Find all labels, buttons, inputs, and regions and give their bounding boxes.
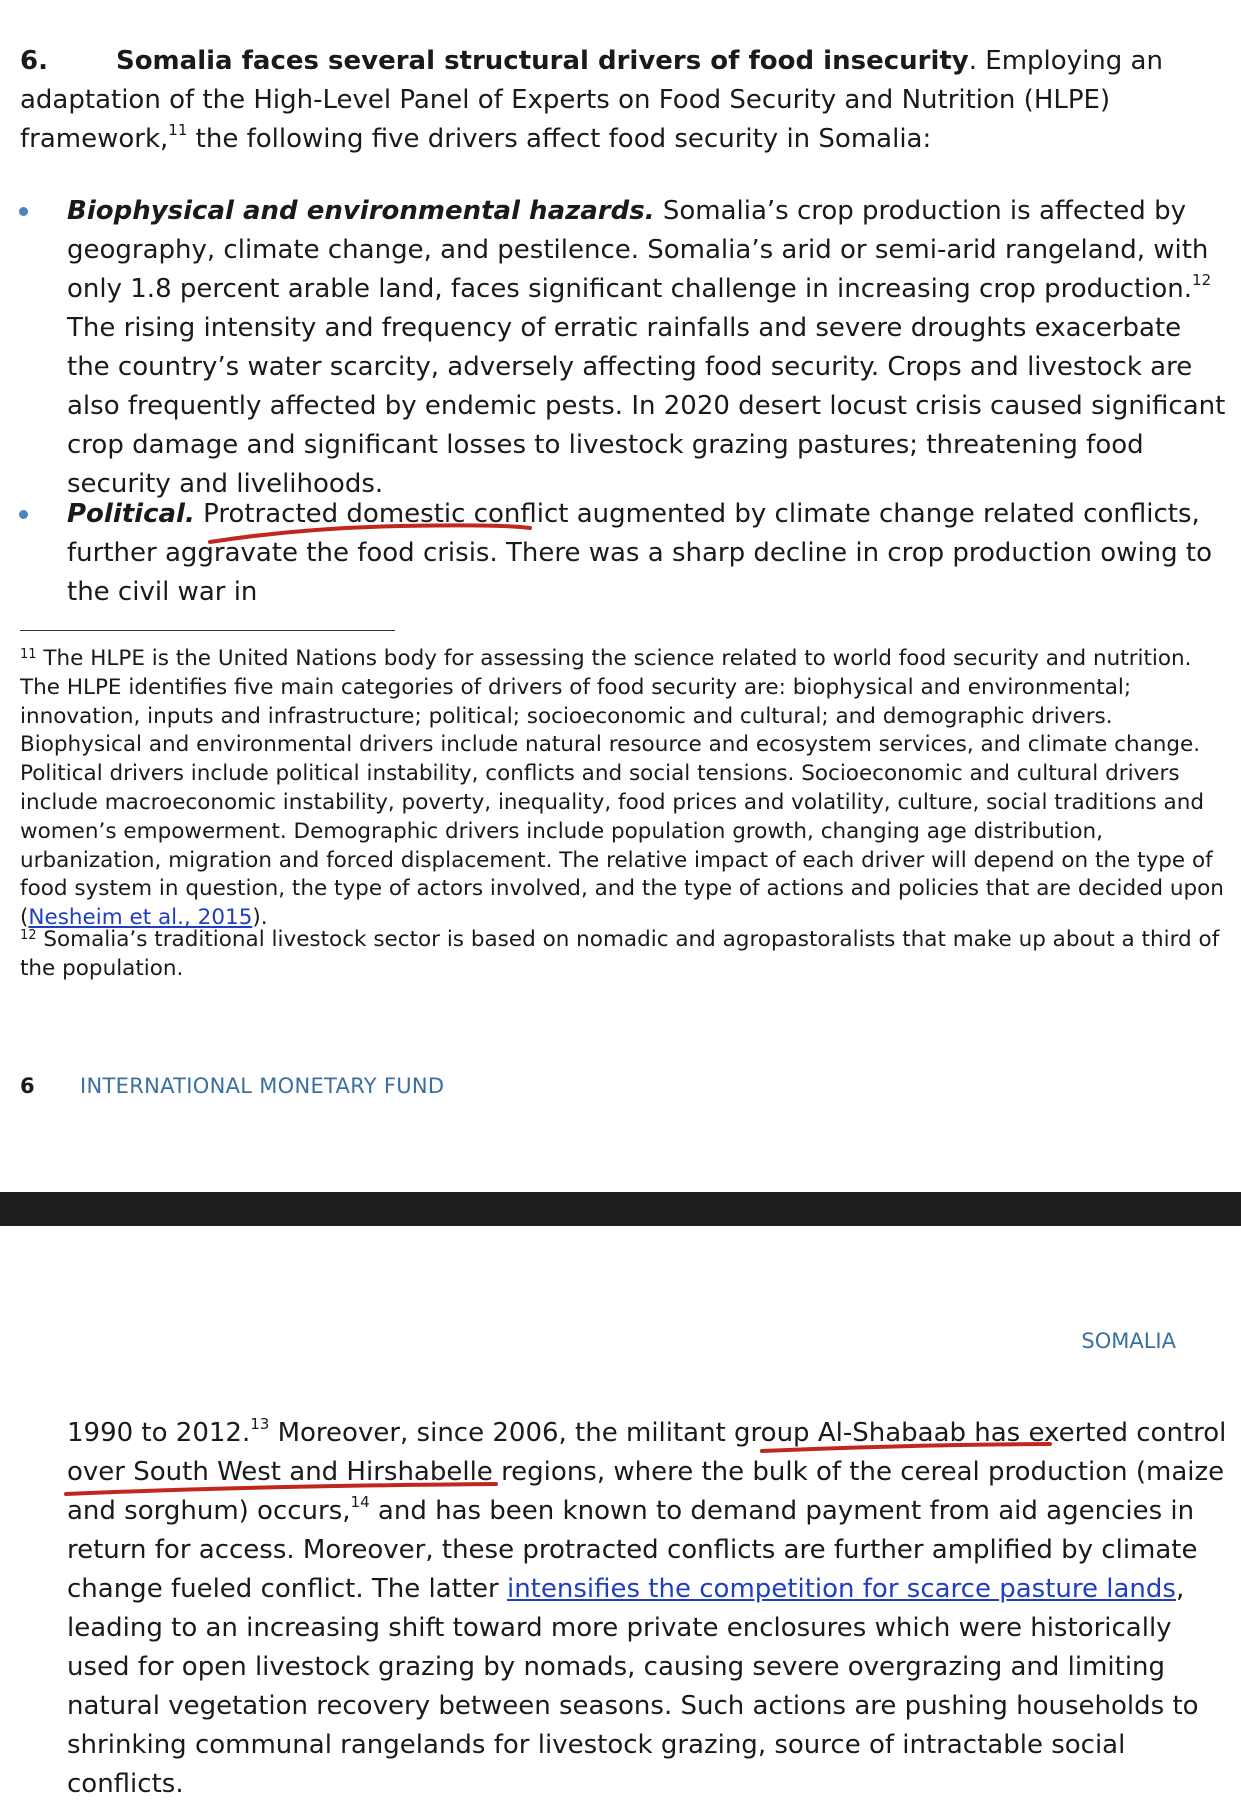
page-divider bbox=[0, 1192, 1241, 1226]
bullet-text: Biophysical and environmental hazards. Somalia’s crop production is affected by geography, climate change, and pestilence. Somalia’s arid or semi-arid rangeland, with only 1.8 percent arable land, faces significant challenge in increasing crop production.$^{12}$ The rising intensity and frequency of erratic rainfalls and severe droughts exacerbate the country’s water scarcity, adversely affecting food security. Crops and livestock are also frequently affected by endemic pests. In 2020 desert locust crisis caused significant crop damage and significant losses to livestock grazing pastures; threatening food security and livelihoods. bbox=[67, 196, 1226, 499]
footnote-ref-11[interactable]: 11 bbox=[168, 121, 188, 139]
paragraph-lead: Somalia faces several structural drivers of food insecurity bbox=[115, 46, 969, 76]
paragraph-number: 6. bbox=[20, 46, 48, 76]
paragraph-6: 6. Somalia faces several structural drivers of food insecurity. Employing an adaptation of the High-Level Panel of Experts on Food Security and Nutrition (HLPE) framework,$^{11}$ the following five drivers affect food security in Somalia: bbox=[20, 46, 1163, 154]
bullet-text: Political. Protracted domestic conflict augmented by climate change related conflicts, further aggravate the food crisis. There was a sharp decline in crop production owing to the civil war in bbox=[67, 499, 1213, 607]
footnote-ref-14[interactable]: 14 bbox=[350, 1493, 370, 1511]
footnote-number: 12 bbox=[20, 928, 37, 943]
bullet-marker bbox=[19, 510, 28, 519]
footnote-number: 11 bbox=[20, 647, 37, 662]
competition-link[interactable]: intensifies the competition for scarce pasture lands bbox=[506, 1574, 1176, 1604]
bullet-heading: Political. bbox=[67, 499, 195, 529]
page-number: 6 bbox=[20, 1074, 35, 1098]
footnote-12: $^{12}$ Somalia’s traditional livestock sector is based on nomadic and agropastoralists that make up about a third of the population. bbox=[20, 927, 1220, 981]
publisher-footer: INTERNATIONAL MONETARY FUND bbox=[80, 1074, 445, 1098]
footnote-separator bbox=[20, 630, 395, 631]
running-head: SOMALIA bbox=[1081, 1329, 1176, 1353]
bullet-marker bbox=[19, 207, 28, 216]
bullet-heading: Biophysical and environmental hazards. bbox=[67, 196, 655, 226]
paragraph-continued: 1990 to 2012.13 Moreover, since 2006, the militant group Al-Shabaab has exerted control over South West and Hirshabelle regions, where the bulk of the cereal production (maize and sorghum) occurs,$^{14}$ and has been known to demand payment from aid agencies in return for access. Moreover, these protracted conflicts are further amplified by climate change fueled conflict. The latter intensifies the competition for scarce pasture lands, leading to an increasing shift toward more private enclosures which were historically used for open livestock grazing by nomads, causing severe overgrazing and limiting natural vegetation recovery between seasons. Such actions are pushing households to shrinking communal rangelands for livestock grazing, source of intractable social conflicts. bbox=[67, 1415, 1227, 1799]
footnote-ref-13[interactable]: 13 bbox=[250, 1415, 270, 1433]
citation-link[interactable]: Nesheim et al., 2015 bbox=[28, 905, 253, 931]
footnote-11: $^{11}$ The HLPE is the United Nations body for assessing the science related to world food security and nutrition. The HLPE identifies five main categories of drivers of food security are: biophysical and environmental; innovation, inputs and infrastructure; political; socioeconomic and cultural; and demographic drivers. Biophysical and environmental drivers include natural resource and ecosystem services, and climate change. Political drivers include political instability, conflicts and social tensions. Socioeconomic and cultural drivers include macroeconomic instability, poverty, inequality, food prices and volatility, culture, social traditions and women’s empowerment. Demographic drivers include population growth, changing age distribution, urbanization, migration and forced displacement. The relative impact of each driver will depend on the type of food system in question, the type of actors involved, and the type of actions and policies that are decided upon (Nesheim et al., 2015). bbox=[20, 646, 1224, 931]
footnote-ref-12[interactable]: 12 bbox=[1192, 271, 1212, 289]
